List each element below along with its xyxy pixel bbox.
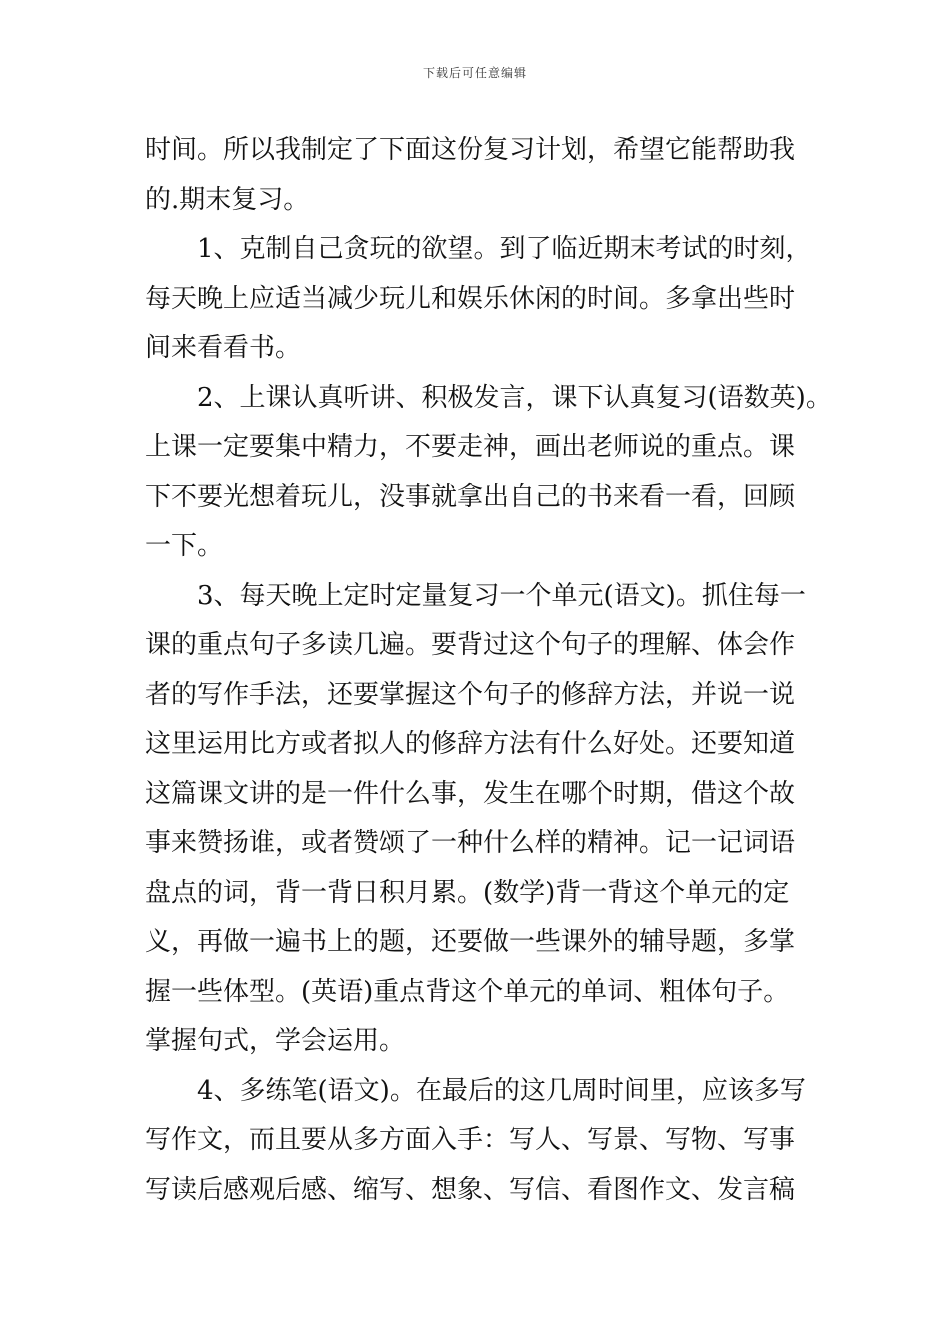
text-line: 盘点的词，背一背日积月累。(数学)背一背这个单元的定 <box>145 877 790 908</box>
page-header: 下载后可任意编辑 <box>422 66 527 80</box>
text-line: 课的重点句子多读几遍。要背过这个句子的理解、体会作 <box>145 630 796 660</box>
document-body <box>145 126 832 1215</box>
paragraph-start-4: 4、多练笔(语文)。在最后的这几周时间里，应该多写 <box>197 1075 806 1106</box>
text-line: 握一些体型。(英语)重点背这个单元的单词、粗体句子。 <box>145 976 790 1007</box>
text-line: 一下。 <box>145 531 224 561</box>
paragraph-start-1: 1、克制自己贪玩的欲望。到了临近期末考试的时刻， <box>197 234 812 264</box>
text-line: 的.期末复习。 <box>145 184 310 215</box>
paragraph-start-2: 2、上课认真听讲、积极发言，课下认真复习(语数英)。 <box>197 382 832 413</box>
text-line: 事来赞扬谁，或者赞颂了一种什么样的精神。记一记词语 <box>145 828 796 858</box>
text-line: 者的写作手法，还要掌握这个句子的修辞方法，并说一说 <box>145 679 796 710</box>
text-line: 这篇课文讲的是一件什么事，发生在哪个时期，借这个故 <box>145 778 796 809</box>
text-line: 每天晚上应适当减少玩儿和娱乐休闲的时间。多拿出些时 <box>145 283 796 314</box>
paragraph-start-3: 3、每天晚上定时定量复习一个单元(语文)。抓住每一 <box>197 580 806 611</box>
text-line: 间来看看书。 <box>145 333 302 363</box>
text-line: 下不要光想着玩儿，没事就拿出自己的书来看一看，回顾 <box>145 481 796 512</box>
text-line: 掌握句式，学会运用。 <box>145 1026 406 1056</box>
text-line: 义，再做一遍书上的题，还要做一些课外的辅导题，多掌 <box>145 927 796 957</box>
text-line: 时间。所以我制定了下面这份复习计划，希望它能帮助我 <box>145 135 796 165</box>
text-line: 这里运用比方或者拟人的修辞方法有什么好处。还要知道 <box>145 729 796 759</box>
text-line: 上课一定要集中精力，不要走神，画出老师说的重点。课 <box>145 432 796 462</box>
text-line: 写作文，而且要从多方面入手：写人、写景、写物、写事 <box>145 1125 796 1155</box>
text-line: 写读后感观后感、缩写、想象、写信、看图作文、发言稿 <box>145 1174 796 1205</box>
